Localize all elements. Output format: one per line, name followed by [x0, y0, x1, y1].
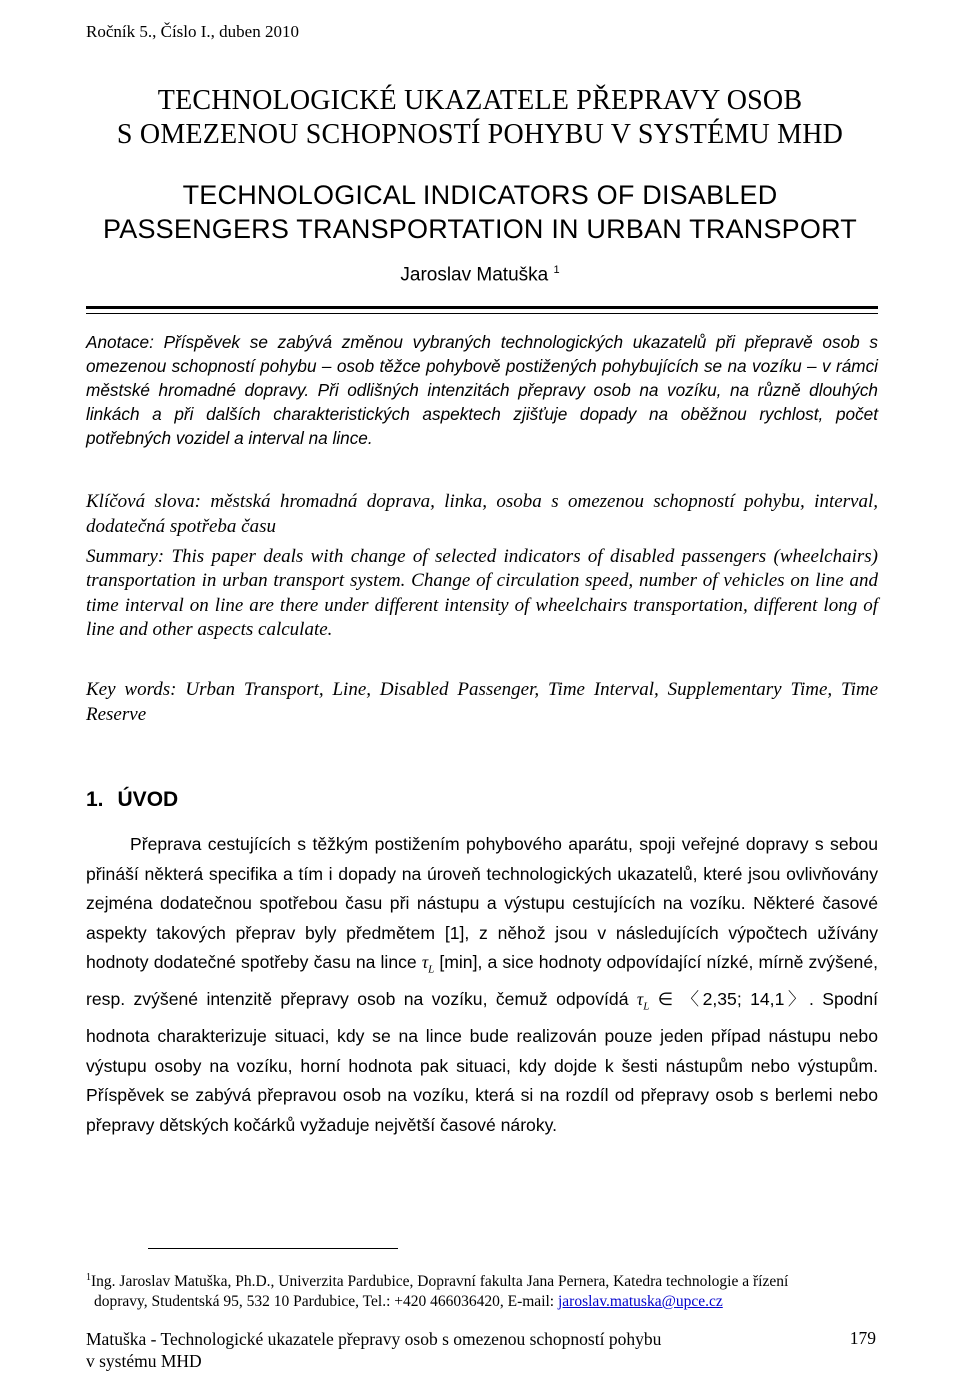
abstract [86, 330, 878, 450]
footnote-line1-text: Ing. Jaroslav Matuška, Ph.D., Univerzita Pardubice, Dopravní fakulta Jana Pernera, Katedra technologie a řízení [91, 1273, 789, 1291]
keywords-czech-text: městská hromadná doprava, linka, osoba s omezenou schopností pohybu, interval, dodatečná spotřeba času [86, 491, 879, 537]
section-number: 1. [86, 788, 104, 811]
tau-symbol: τ [421, 952, 429, 972]
body-part2: [min], a sice hodnoty odpovídající nízké, mírně zvýšené, resp. zvýšené intenzitě přepravy osob na vozíku, čemuž odpovídá [86, 952, 878, 1010]
title-english-line1: TECHNOLOGICAL INDICATORS OF DISABLED [182, 180, 778, 210]
body-part1: Přeprava cestujících s těžkým postižením pohybového aparátu, spoji veřejné dopravy s sebou přináší některá specifika a tím i dopady na úroveň technologických ukazatelů, které jsou ovlivňovány zejména dodatečnou spotřebou času při nástupu a výstupu cestujících na vozíku. Některé časové aspekty takových přeprav byly předmětem [1], z něhož jsou v následujících výpočtech užívány hodnoty dodatečné spotřeby času na lince [86, 834, 878, 972]
abstract-label: Anotace: [86, 332, 154, 352]
keywords-english [86, 677, 878, 727]
author [0, 264, 960, 286]
keywords-czech-label: Klíčová slova: [86, 491, 201, 512]
author-name: Jaroslav Matuška [400, 264, 549, 286]
keywords-english-label: Key words: [86, 679, 177, 700]
keywords-czech [86, 489, 878, 539]
keywords-english-text: Urban Transport, Line, Disabled Passenger, Time Interval, Supplementary Time, Time Reserve [86, 679, 878, 725]
footnote [86, 1268, 886, 1312]
page-footer [86, 1328, 886, 1372]
footnote-line2 [86, 1292, 886, 1312]
title-czech-line2: S OMEZENOU SCHOPNOSTÍ POHYBU V SYSTÉMU MHD [116, 119, 844, 150]
footer-running-title-line2: v systému MHD [86, 1351, 202, 1371]
title-rule-thin [86, 313, 878, 314]
tau-subscript-2: L [643, 1000, 650, 1013]
footer-running-title-line1: Matuška - Technologické ukazatele přepravy osob s omezenou schopností pohybu [86, 1329, 662, 1349]
footnote-mark: 1 [86, 1272, 91, 1283]
section-heading [86, 788, 178, 812]
author-footnote-mark: 1 [553, 264, 560, 276]
summary-text: This paper deals with change of selected indicators of disabled passengers (wheelchairs) transportation in urban transport system. Change of circulation speed, number of vehicles on line and time interval on line are there under different intensity of wheelchairs transportation, different long of line and other aspects calculate. [86, 546, 879, 641]
body-paragraph [86, 830, 878, 1140]
title-rule-thick [86, 306, 878, 309]
footnote-line2-text: dopravy, Studentská 95, 532 10 Pardubice, Tel.: +420 466036420, E-mail: [94, 1293, 558, 1311]
footnote-separator [148, 1248, 398, 1249]
summary [86, 545, 878, 643]
abstract-text: Příspěvek se zabývá změnou vybraných technologických ukazatelů při přepravě osob s omezenou schopností pohybu – osob těžce pohybově postižených pohybujících se na vozíku – v rámci městské hromadné dopravy. Při odlišných intenzitách přepravy osob na vozíku, na různě dlouhých linkách a při dalších charakteristických aspektech zjišťuje dopady na oběžnou rychlost, počet potřebných vozidel a interval na lince. [86, 332, 878, 448]
footnote-email-link[interactable]: jaroslav.matuska@upce.cz [558, 1293, 723, 1311]
title-english [0, 178, 960, 246]
title-czech-line1: TECHNOLOGICKÉ UKAZATELE PŘEPRAVY OSOB [157, 85, 803, 116]
section-title: ÚVOD [117, 788, 179, 811]
tau-subscript: L [428, 963, 435, 976]
title-english-line2: PASSENGERS TRANSPORTATION IN URBAN TRANSPORT [103, 214, 857, 244]
summary-label: Summary: [86, 546, 165, 567]
footnote-line1 [86, 1268, 886, 1292]
title-czech [0, 84, 960, 152]
tau-symbol-2: τ [636, 989, 644, 1010]
body-part3: ∈ 〈2,35; 14,1〉. Spodní hodnota charakterizuje situaci, kdy se na lince bude realizován pouze jeden případ nástupu nebo výstupu osoby na vozíku, horní hodnota pak situaci, kdy dojde k šesti nástupům nebo výstupům. Příspěvek se zabývá přepravou osob na vozíku, která si na rozdíl od přepravy osob s berlemi nebo přepravy dětských kočárků vyžaduje největší časové nároky. [86, 989, 879, 1135]
journal-issue-header: Ročník 5., Číslo I., duben 2010 [86, 22, 299, 41]
page-number: 179 [849, 1328, 876, 1348]
